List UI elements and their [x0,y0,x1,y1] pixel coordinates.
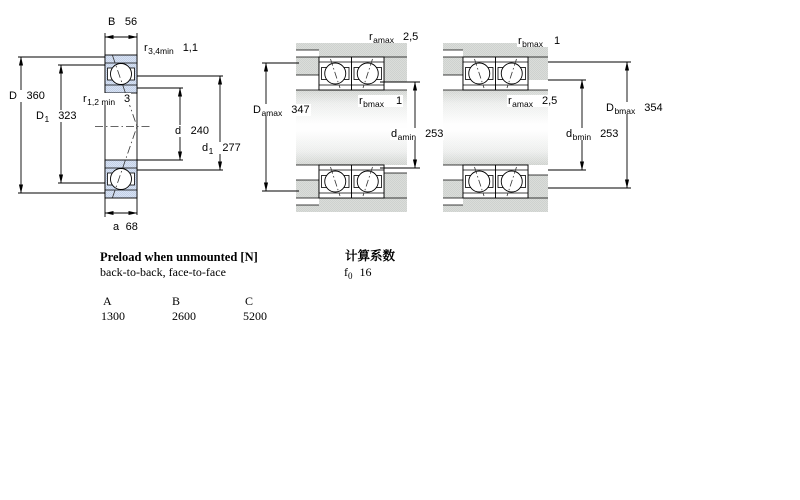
preload-title: Preload when unmounted [N] [100,250,258,264]
bearing-pair-top [319,57,384,90]
dim-label-rbmax-right: $r_{bmax}$ 1 [518,35,561,49]
dim-label-dbmin: $d_{bmin}$ 253 [566,128,619,142]
preload-table-value-c: 5200 [243,309,267,323]
preload-table-header-b: B [172,294,181,308]
dim-label-rbmax-mid: $r_{bmax}$ 1 [359,95,403,109]
dim-label-Damax: $D_{amax}$ 347 [253,104,310,118]
dim-label-D1: $D_1$ 323 [36,110,77,124]
dim-label-damin: $d_{amin}$ 253 [391,128,444,142]
preload-table-value-b: 2600 [172,309,196,323]
bearing-section-top [105,55,137,93]
dim-label-ramax-right: $r_{amax}$ 2,5 [508,95,558,109]
dim-label-d1: $d_1$ 277 [202,142,241,156]
dim-label-a: a 68 [113,221,138,233]
preload-subtitle: back-to-back, face-to-face [100,265,226,279]
preload-table-header-a: A [103,294,112,308]
bearing-section-bottom [105,160,137,198]
bearing-pair-top [463,57,528,90]
calc-factor-title: 计算系数 [345,249,396,263]
preload-table-value-a: 1300 [101,309,125,323]
bearing-pair-bottom [319,165,384,198]
dim-label-d: d 240 [175,125,209,137]
dim-label-r12: $r_{1,2 min}$ 3 [83,93,131,107]
dim-label-r34: $r_{3,4min}$ 1,1 [144,42,198,56]
dim-label-D: D 360 [9,90,45,102]
preload-table-header-c: C [245,294,254,308]
f0-factor: $f_0$ 16 [344,265,372,281]
dim-label-B: B 56 [108,16,138,28]
bearing-pair-bottom [463,165,528,198]
dim-label-ramax-mid: $r_{amax}$ 2,5 [369,31,419,45]
dim-label-Dbmax: $D_{bmax}$ 354 [606,102,663,116]
